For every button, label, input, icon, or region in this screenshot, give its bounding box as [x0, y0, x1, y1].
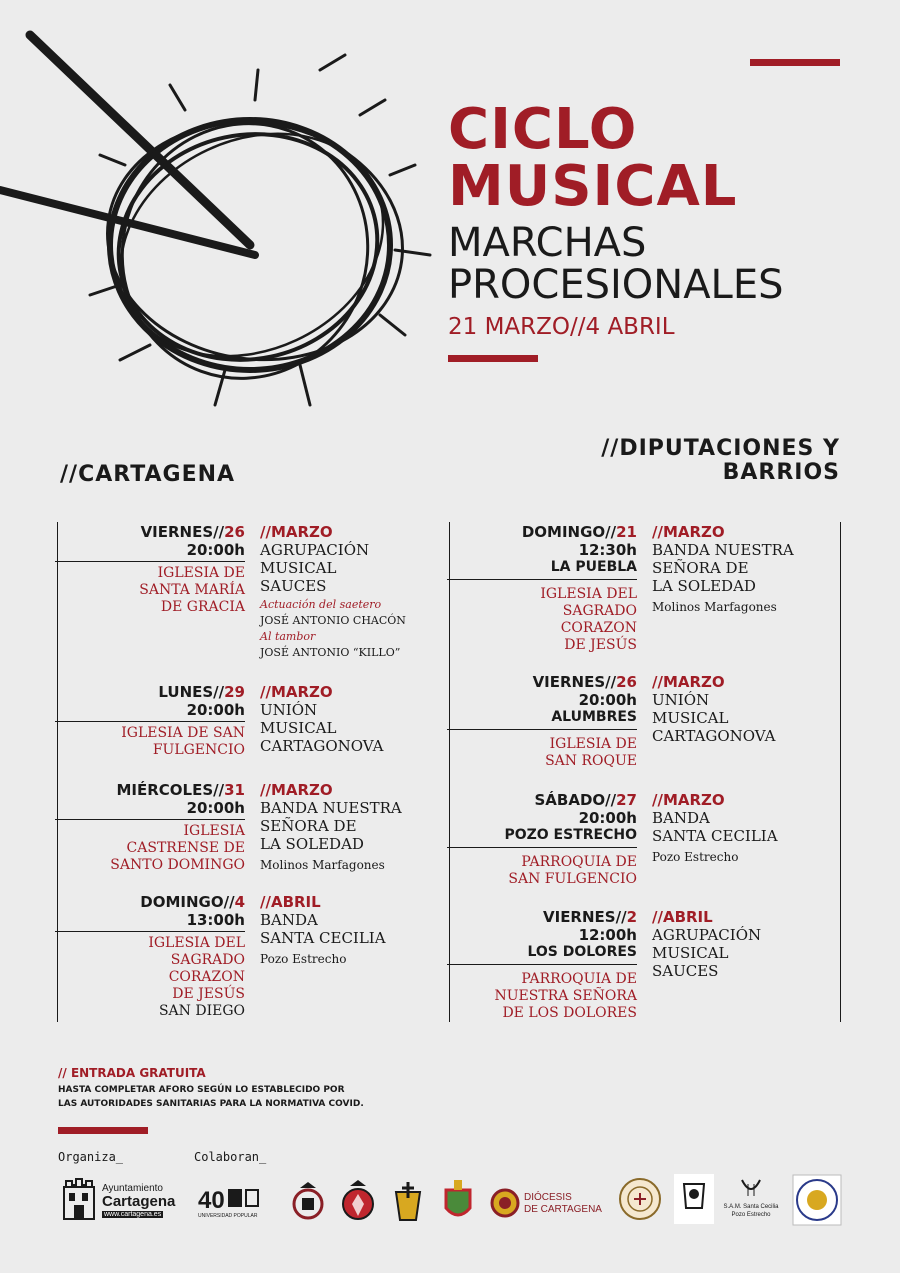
event-time: 20:00h [578, 691, 637, 709]
event-month: //MARZO [652, 523, 725, 541]
event-day: VIERNES//26 [140, 523, 245, 541]
event-time: 13:00h [55, 911, 245, 932]
event-band: BANDA SANTA CECILIA [652, 809, 778, 845]
organiza-label: Organiza_ [58, 1150, 124, 1164]
band-crest-icon [674, 1174, 714, 1224]
event-band: UNIÓN MUSICAL CARTAGONOVA [652, 691, 776, 745]
event-band: AGRUPACIÓN MUSICAL SAUCES [652, 926, 762, 980]
event-time: 12:00h [578, 926, 637, 944]
colaboran-label: Colaboran_ [194, 1150, 267, 1164]
crown-of-thorns-illustration [0, 15, 440, 415]
sam-santa-cecilia-logo: S.A.M. Santa Cecilia Pozo Estrecho [720, 1176, 782, 1226]
event-person: JOSÉ ANTONIO “KILLO” [260, 646, 401, 659]
date-range: 21 MARZO//4 ABRIL [448, 314, 675, 340]
diocesis-cartagena-logo: DIÓCESIS DE CARTAGENA [490, 1188, 610, 1222]
event-band: BANDA NUESTRA SEÑORA DE LA SOLEDAD [652, 541, 794, 595]
title-ciclo: CICLO [448, 97, 638, 162]
subtitle-procesionales: PROCESIONALES [448, 262, 784, 308]
section-heading-diputaciones-line1: //DIPUTACIONES Y [601, 436, 840, 461]
event-venue: IGLESIA DE SAN FULGENCIO [121, 725, 245, 758]
event-venue: PARROQUIA DE NUESTRA SEÑORA DE LOS DOLORES [494, 971, 637, 1021]
event-day: MIÉRCOLES//31 [116, 781, 245, 799]
universidad-popular-logo: 40 UNIVERSIDAD POPULAR [198, 1187, 258, 1219]
event-day: VIERNES//2 [543, 908, 637, 926]
event-place: POZO ESTRECHO [447, 827, 637, 848]
event-band-origin: Molinos Marfagones [652, 600, 777, 614]
castle-crest-icon [60, 1177, 98, 1222]
footer-accent-bar [58, 1127, 148, 1134]
agrupacion-sauces-seal [792, 1174, 842, 1226]
event-band: AGRUPACIÓN MUSICAL SAUCES [260, 541, 370, 595]
event-day: DOMINGO//21 [521, 523, 637, 541]
event-month: //ABRIL [260, 893, 321, 911]
event-band: BANDA NUESTRA SEÑORA DE LA SOLEDAD [260, 799, 402, 853]
event-month: //MARZO [260, 683, 333, 701]
event-time: 20:00h [55, 701, 245, 722]
event-day: SÁBADO//27 [534, 791, 637, 809]
event-time: 20:00h [578, 809, 637, 827]
event-day: LUNES//29 [158, 683, 245, 701]
free-entry-title: // ENTRADA GRATUITA [58, 1066, 206, 1080]
event-venue: IGLESIA CASTRENSE DE SANTO DOMINGO [110, 823, 245, 873]
lyre-icon [736, 1176, 766, 1202]
event-time: 20:00h [55, 799, 245, 820]
event-venue: IGLESIA DE SANTA MARÍA DE GRACIA [139, 565, 245, 615]
header-accent-bar [448, 355, 538, 362]
event-band: UNIÓN MUSICAL CARTAGONOVA [260, 701, 384, 755]
event-place: LA PUEBLA [447, 559, 637, 580]
event-venue: PARROQUIA DE SAN FULGENCIO [508, 854, 637, 887]
covid-note: HASTA COMPLETAR AFORO SEGÚN LO ESTABLECIDO POR LAS AUTORIDADES SANITARIAS PARA LA NORMATIVA COVID. [58, 1085, 364, 1109]
event-place: LOS DOLORES [447, 944, 637, 965]
event-band: BANDA SANTA CECILIA [260, 911, 386, 947]
union-musical-seal [618, 1176, 662, 1222]
event-place: ALUMBRES [447, 709, 637, 730]
subtitle-marchas: MARCHAS [448, 220, 647, 266]
event-day: VIERNES//26 [532, 673, 637, 691]
event-band-origin: Molinos Marfagones [260, 858, 385, 872]
event-person: JOSÉ ANTONIO CHACÓN [260, 614, 406, 627]
event-month: //MARZO [260, 523, 333, 541]
section-heading-diputaciones [540, 437, 840, 485]
event-time: 20:00h [55, 541, 245, 562]
event-role: Al tambor [260, 630, 316, 643]
event-role: Actuación del saetero [260, 598, 382, 611]
event-venue: IGLESIA DE SAN ROQUE [545, 736, 637, 769]
event-month: //MARZO [652, 673, 725, 691]
diocesis-seal-icon [490, 1188, 520, 1218]
band-crest-logo [674, 1174, 714, 1224]
section-heading-diputaciones-line2: BARRIOS [722, 460, 840, 485]
event-band-origin: Pozo Estrecho [260, 952, 347, 966]
event-venue: IGLESIA DEL SAGRADO CORAZON DE JESÚS [148, 935, 245, 1002]
event-month: //ABRIL [652, 908, 713, 926]
section-heading-cartagena: //CARTAGENA [60, 462, 236, 487]
event-venue-district: SAN DIEGO [158, 1003, 245, 1019]
cofradia-emblem-1 [290, 1180, 326, 1224]
cofradia-emblem-2 [340, 1178, 376, 1226]
cofradia-emblem-3 [388, 1178, 428, 1226]
event-day: DOMINGO//4 [140, 893, 245, 911]
event-time: 12:30h [578, 541, 637, 559]
event-band-origin: Pozo Estrecho [652, 850, 739, 864]
title-musical: MUSICAL [448, 154, 738, 219]
event-month: //MARZO [260, 781, 333, 799]
top-accent-bar [750, 59, 840, 66]
cofradia-emblem-4 [440, 1178, 476, 1226]
ayuntamiento-cartagena-logo: Ayuntamiento Cartagena www.cartagena.es [60, 1177, 180, 1222]
event-month: //MARZO [652, 791, 725, 809]
event-venue: IGLESIA DEL SAGRADO CORAZON DE JESÚS [540, 586, 637, 653]
